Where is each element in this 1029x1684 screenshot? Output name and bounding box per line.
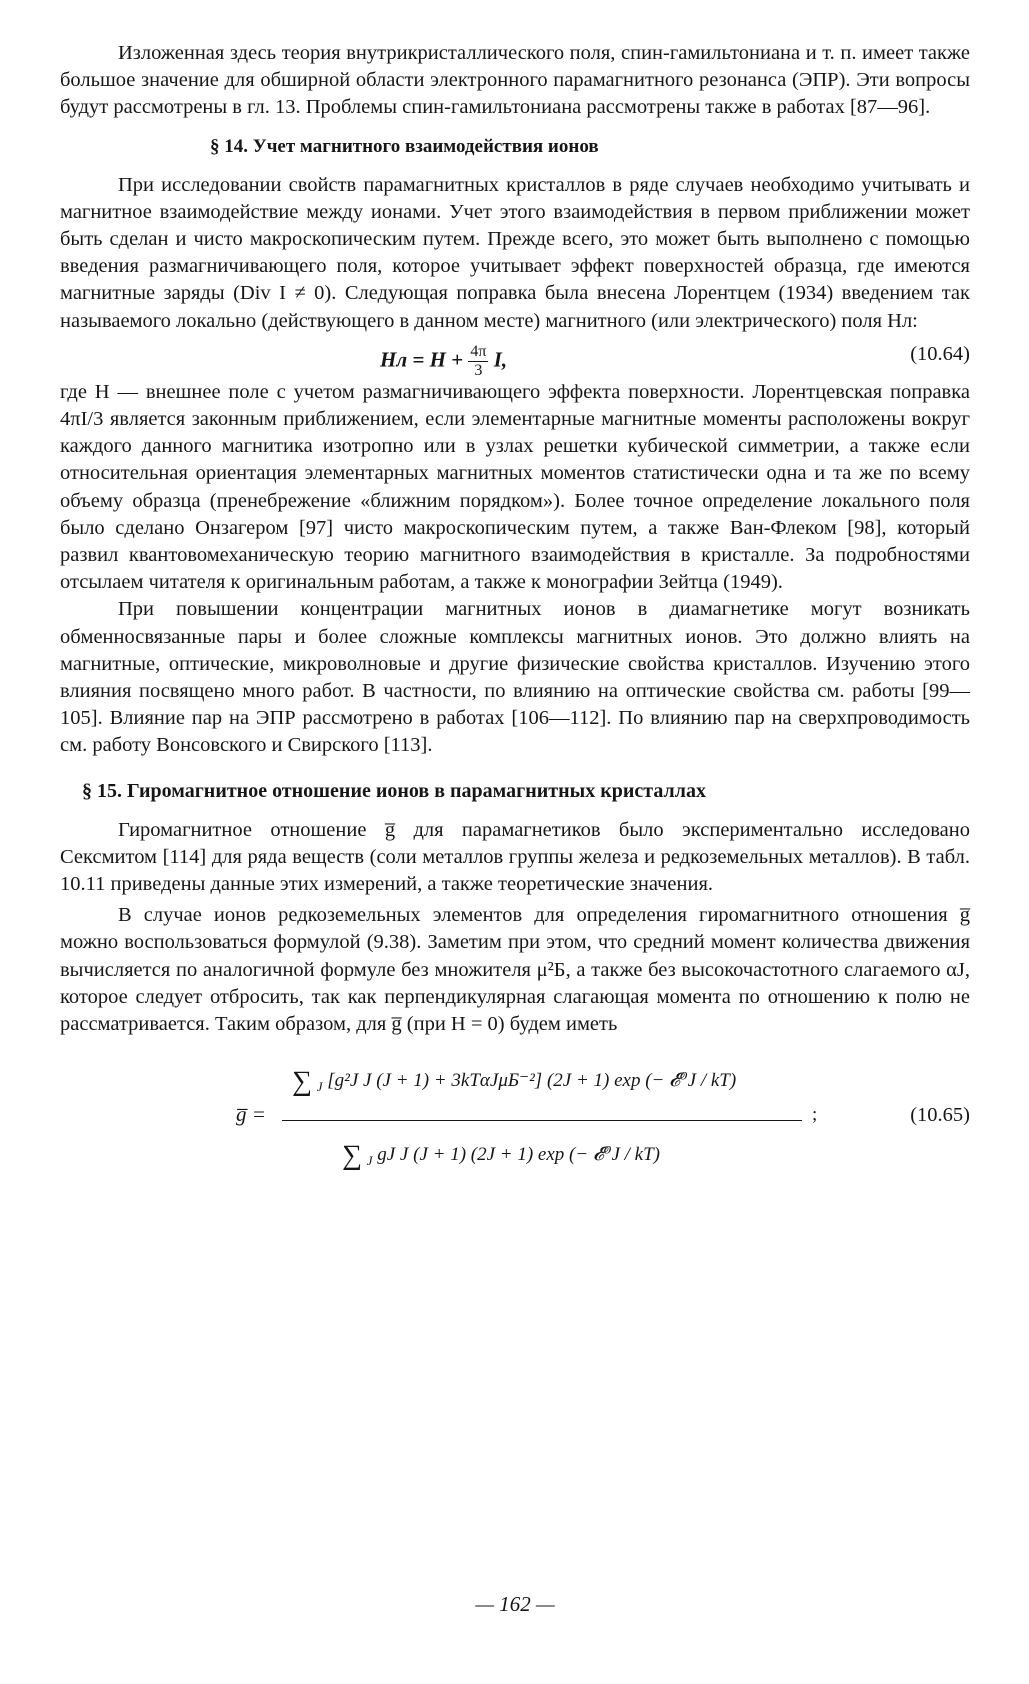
section-14-paragraph-2: где H — внешнее поле с учетом размагничивающего эффекта поверхности. Лорентцевская поправка 4πI/3 является законным приближением, если элементарные магнитные моменты расположены вокруг каждого данного магнитика изотропно или в узлах решетки кубической симметрии, а также если относительная ориентация элементарных магнитных моментов статистически одна и та же по всему объему образца (пренебрежение «ближним порядком»). Более точное определение локального поля было сделано Онзагером [97] чисто макроскопическим путем, а также Ван-Флеком [98], который развил квантовомеханическую теорию магнитного взаимодействия в кристалле. За подробностями отсылаем читателя к оригинальным работам, а также к монографии Зейтца (1949). [60, 380, 970, 594]
equation-10-65 [60, 1044, 970, 1194]
sum-index-denominator: J [366, 1153, 373, 1169]
equation-10-64 [60, 335, 970, 379]
page-number: — 162 — [475, 1592, 555, 1616]
eq-semicolon: ; [812, 1104, 818, 1126]
sum-index-numerator: J [316, 1079, 323, 1095]
numerator-expression: [g²J J (J + 1) + 3kTαJμБ⁻²] (2J + 1) exp (− 𝓔⁰J / kT) [327, 1070, 737, 1092]
section-14-heading: § 14. Учет магнитного взаимодействия ионов [210, 135, 599, 157]
eq-rhs: I, [493, 347, 508, 372]
fraction-bar [282, 1120, 802, 1121]
equation-number-10-64: (10.64) [910, 342, 970, 365]
eq-lhs-g-bar: g̅ = [236, 1102, 266, 1127]
sum-symbol-denominator: ∑ [342, 1140, 362, 1172]
eq-lhs: Hл = H + [380, 347, 464, 372]
sum-symbol-numerator: ∑ [292, 1066, 312, 1098]
eq-numerator [292, 1062, 802, 1098]
section-15-paragraph-2: В случае ионов редкоземельных элементов для определения гиромагнитного отношения g̅ можно воспользоваться формулой (9.38). Заметим при этом, что средний момент количества движения вычисляется по аналогичной формуле без множителя μ²Б, а также без высокочастотного слагаемого αJ, которое следует отбросить, так как перпендикулярная слагающая момента по отношению к полю не рассматривается. Таким образом, для g̅ (при H = 0) будем иметь [60, 904, 970, 1036]
section-15-paragraph-1: Гиромагнитное отношение g̅ для парамагнетиков было экспериментально исследовано Сексмитом [114] для ряда веществ (соли металлов группы железа и редкоземельных металлов). В табл. 10.11 приведены данные этих измерений, а также теоретические значения. [60, 818, 970, 896]
eq-fraction-denominator: 3 [474, 361, 483, 379]
intro-paragraph: Изложенная здесь теория внутрикристаллического поля, спин-гамильтониана и т. п. имеет также большое значение для обширной области электронного парамагнитного резонанса (ЭПР). Эти вопросы будут рассмотрены в гл. 13. Проблемы спин-гамильтониана рассмотрены также в работах [87—96]. [60, 42, 970, 119]
section-14-paragraph-1: При исследовании свойств парамагнитных кристаллов в ряде случаев необходимо учитывать и магнитное взаимодействие между ионами. Учет этого взаимодействия в первом приближении может быть сделан и чисто макроскопическим путем. Прежде всего, это может быть выполнено с помощью введения размагничивающего поля, которое учитывает эффект поверхностей образца, где имеются магнитные заряды (Div I ≠ 0). Следующая поправка была внесена Лорентцем (1934) введением так называемого локально (действующего в данном месте) магнитного (или электрического) поля Hл: [60, 173, 970, 332]
equation-number-10-65: (10.65) [910, 1104, 970, 1127]
eq-fraction-numerator: 4π [470, 342, 487, 360]
document-page [60, 40, 970, 1194]
eq-fraction [468, 343, 488, 380]
denominator-expression: gJ J (J + 1) (2J + 1) exp (− 𝓔⁰J / kT) [377, 1144, 660, 1166]
section-15-heading: § 15. Гиромагнитное отношение ионов в парамагнитных кристаллах [82, 779, 706, 802]
eq-denominator [342, 1136, 802, 1172]
section-14-paragraph-3: При повышении концентрации магнитных ионов в диамагнетике могут возникать обменносвязанные пары и более сложные комплексы магнитных ионов. Это должно влиять на магнитные, оптические, микроволновые и другие физические свойства кристаллов. Изучению этого влияния посвящено много работ. В частности, по влиянию на оптические свойства см. работы [99—105]. Влияние пар на ЭПР рассмотрено в работах [106—112]. По влиянию пар на сверхпроводимость см. работу Вонсовского и Свирского [113]. [60, 598, 970, 757]
